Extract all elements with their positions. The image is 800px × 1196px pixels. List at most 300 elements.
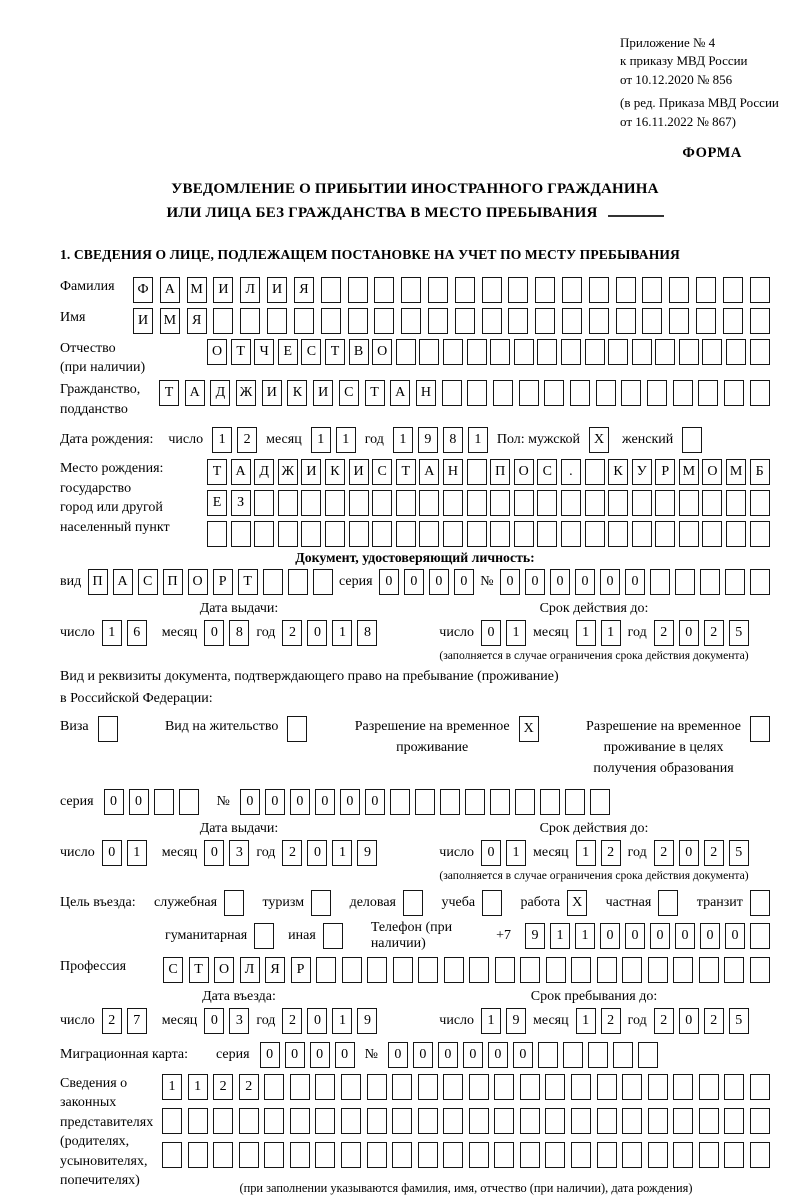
char-cell[interactable] <box>418 1108 438 1134</box>
char-cell[interactable] <box>724 1074 744 1100</box>
char-cell[interactable]: 1 <box>332 1008 352 1034</box>
char-cell[interactable] <box>597 1108 617 1134</box>
char-cell[interactable]: И <box>262 380 282 406</box>
char-cell[interactable]: К <box>287 380 307 406</box>
char-cell[interactable] <box>702 490 722 516</box>
char-cell[interactable] <box>325 521 345 547</box>
char-cell[interactable] <box>750 923 770 949</box>
char-cell[interactable]: Н <box>443 459 463 485</box>
char-cell[interactable]: 0 <box>625 569 645 595</box>
char-cell[interactable] <box>495 957 515 983</box>
char-cell[interactable] <box>597 1142 617 1168</box>
char-cell[interactable] <box>467 339 487 365</box>
char-cell[interactable]: 0 <box>104 789 124 815</box>
char-cell[interactable] <box>655 490 675 516</box>
char-cell[interactable]: 2 <box>282 840 302 866</box>
char-cell[interactable] <box>724 1108 744 1134</box>
char-cell[interactable]: К <box>608 459 628 485</box>
char-cell[interactable] <box>675 569 695 595</box>
char-cell[interactable] <box>367 1142 387 1168</box>
char-cell[interactable] <box>428 308 448 334</box>
char-cell[interactable]: Я <box>265 957 285 983</box>
char-cell[interactable]: 3 <box>229 840 249 866</box>
char-cell[interactable] <box>520 1142 540 1168</box>
char-cell[interactable] <box>561 339 581 365</box>
char-cell[interactable] <box>520 1108 540 1134</box>
char-cell[interactable]: 0 <box>481 620 501 646</box>
char-cell[interactable]: 1 <box>102 620 122 646</box>
char-cell[interactable]: 9 <box>525 923 545 949</box>
char-cell[interactable] <box>545 1142 565 1168</box>
char-cell[interactable]: 0 <box>488 1042 508 1068</box>
char-cell[interactable] <box>444 957 464 983</box>
char-cell[interactable] <box>315 1108 335 1134</box>
char-cell[interactable] <box>179 789 199 815</box>
checkbox[interactable] <box>254 923 274 949</box>
char-cell[interactable]: 1 <box>311 427 331 453</box>
char-cell[interactable]: 6 <box>127 620 147 646</box>
char-cell[interactable] <box>315 1142 335 1168</box>
char-cell[interactable] <box>490 339 510 365</box>
char-cell[interactable]: А <box>113 569 133 595</box>
char-cell[interactable] <box>240 308 260 334</box>
char-cell[interactable]: С <box>301 339 321 365</box>
checkbox[interactable]: X <box>589 427 609 453</box>
char-cell[interactable]: 0 <box>290 789 310 815</box>
char-cell[interactable] <box>535 308 555 334</box>
char-cell[interactable]: И <box>313 380 333 406</box>
checkbox[interactable] <box>658 890 678 916</box>
char-cell[interactable] <box>589 308 609 334</box>
char-cell[interactable]: 1 <box>393 427 413 453</box>
char-cell[interactable]: Ч <box>254 339 274 365</box>
char-cell[interactable] <box>514 339 534 365</box>
char-cell[interactable] <box>469 957 489 983</box>
char-cell[interactable] <box>538 1042 558 1068</box>
char-cell[interactable] <box>469 1074 489 1100</box>
char-cell[interactable] <box>348 308 368 334</box>
char-cell[interactable]: 5 <box>729 620 749 646</box>
char-cell[interactable]: 0 <box>340 789 360 815</box>
checkbox[interactable] <box>403 890 423 916</box>
char-cell[interactable]: 0 <box>413 1042 433 1068</box>
char-cell[interactable]: 5 <box>729 840 749 866</box>
char-cell[interactable] <box>514 490 534 516</box>
char-cell[interactable] <box>724 380 744 406</box>
char-cell[interactable] <box>162 1142 182 1168</box>
char-cell[interactable]: И <box>267 277 287 303</box>
char-cell[interactable]: Б <box>750 459 770 485</box>
char-cell[interactable] <box>589 277 609 303</box>
char-cell[interactable] <box>290 1142 310 1168</box>
char-cell[interactable] <box>396 490 416 516</box>
char-cell[interactable] <box>673 1074 693 1100</box>
char-cell[interactable] <box>650 569 670 595</box>
char-cell[interactable]: 0 <box>679 1008 699 1034</box>
char-cell[interactable] <box>267 308 287 334</box>
char-cell[interactable] <box>588 1042 608 1068</box>
char-cell[interactable]: 1 <box>601 620 621 646</box>
char-cell[interactable] <box>696 308 716 334</box>
char-cell[interactable] <box>393 957 413 983</box>
char-cell[interactable]: 0 <box>429 569 449 595</box>
char-cell[interactable] <box>494 1142 514 1168</box>
char-cell[interactable] <box>213 1108 233 1134</box>
char-cell[interactable] <box>455 277 475 303</box>
char-cell[interactable]: И <box>301 459 321 485</box>
char-cell[interactable] <box>341 1108 361 1134</box>
char-cell[interactable] <box>519 380 539 406</box>
char-cell[interactable] <box>372 521 392 547</box>
char-cell[interactable]: 2 <box>102 1008 122 1034</box>
char-cell[interactable] <box>392 1108 412 1134</box>
char-cell[interactable] <box>372 490 392 516</box>
char-cell[interactable] <box>443 1108 463 1134</box>
char-cell[interactable] <box>726 339 746 365</box>
char-cell[interactable]: 0 <box>454 569 474 595</box>
char-cell[interactable]: С <box>372 459 392 485</box>
char-cell[interactable]: 1 <box>576 620 596 646</box>
char-cell[interactable] <box>563 1042 583 1068</box>
char-cell[interactable]: 0 <box>463 1042 483 1068</box>
char-cell[interactable] <box>254 490 274 516</box>
char-cell[interactable] <box>490 521 510 547</box>
char-cell[interactable] <box>415 789 435 815</box>
char-cell[interactable] <box>585 339 605 365</box>
char-cell[interactable] <box>188 1108 208 1134</box>
char-cell[interactable]: Т <box>396 459 416 485</box>
char-cell[interactable] <box>278 521 298 547</box>
checkbox[interactable] <box>98 716 118 742</box>
char-cell[interactable] <box>655 339 675 365</box>
char-cell[interactable]: И <box>349 459 369 485</box>
char-cell[interactable]: 8 <box>229 620 249 646</box>
char-cell[interactable] <box>508 277 528 303</box>
char-cell[interactable]: 0 <box>500 569 520 595</box>
char-cell[interactable] <box>264 1074 284 1100</box>
char-cell[interactable] <box>188 1142 208 1168</box>
char-cell[interactable]: 2 <box>654 840 674 866</box>
char-cell[interactable]: 0 <box>310 1042 330 1068</box>
char-cell[interactable] <box>392 1074 412 1100</box>
char-cell[interactable]: 5 <box>729 1008 749 1034</box>
char-cell[interactable] <box>325 490 345 516</box>
char-cell[interactable]: И <box>213 277 233 303</box>
char-cell[interactable] <box>571 957 591 983</box>
char-cell[interactable]: Л <box>240 957 260 983</box>
char-cell[interactable] <box>367 957 387 983</box>
char-cell[interactable] <box>342 957 362 983</box>
char-cell[interactable]: М <box>187 277 207 303</box>
char-cell[interactable] <box>562 308 582 334</box>
char-cell[interactable]: 0 <box>625 923 645 949</box>
char-cell[interactable]: И <box>133 308 153 334</box>
char-cell[interactable]: 0 <box>481 840 501 866</box>
char-cell[interactable] <box>537 339 557 365</box>
char-cell[interactable]: Т <box>325 339 345 365</box>
char-cell[interactable] <box>367 1108 387 1134</box>
char-cell[interactable] <box>608 339 628 365</box>
char-cell[interactable]: 1 <box>332 840 352 866</box>
char-cell[interactable] <box>621 380 641 406</box>
char-cell[interactable] <box>750 521 770 547</box>
char-cell[interactable]: 0 <box>204 840 224 866</box>
char-cell[interactable]: 2 <box>704 1008 724 1034</box>
char-cell[interactable] <box>702 521 722 547</box>
char-cell[interactable] <box>585 490 605 516</box>
char-cell[interactable] <box>494 1074 514 1100</box>
char-cell[interactable] <box>537 490 557 516</box>
char-cell[interactable] <box>750 1108 770 1134</box>
char-cell[interactable]: 0 <box>550 569 570 595</box>
char-cell[interactable]: 2 <box>601 1008 621 1034</box>
char-cell[interactable]: 0 <box>700 923 720 949</box>
char-cell[interactable] <box>750 1142 770 1168</box>
char-cell[interactable] <box>673 1142 693 1168</box>
char-cell[interactable] <box>520 1074 540 1100</box>
char-cell[interactable] <box>540 789 560 815</box>
char-cell[interactable] <box>401 308 421 334</box>
char-cell[interactable]: 2 <box>654 1008 674 1034</box>
char-cell[interactable]: 2 <box>213 1074 233 1100</box>
char-cell[interactable] <box>263 569 283 595</box>
char-cell[interactable]: А <box>160 277 180 303</box>
char-cell[interactable] <box>321 277 341 303</box>
char-cell[interactable] <box>725 569 745 595</box>
char-cell[interactable]: 0 <box>525 569 545 595</box>
char-cell[interactable]: А <box>390 380 410 406</box>
char-cell[interactable] <box>545 1074 565 1100</box>
char-cell[interactable]: Ж <box>236 380 256 406</box>
char-cell[interactable] <box>750 380 770 406</box>
char-cell[interactable] <box>699 1108 719 1134</box>
char-cell[interactable] <box>490 490 510 516</box>
checkbox[interactable] <box>287 716 307 742</box>
char-cell[interactable] <box>648 957 668 983</box>
char-cell[interactable] <box>316 957 336 983</box>
char-cell[interactable] <box>349 521 369 547</box>
char-cell[interactable] <box>482 308 502 334</box>
char-cell[interactable]: 2 <box>239 1074 259 1100</box>
char-cell[interactable] <box>702 339 722 365</box>
char-cell[interactable]: Н <box>416 380 436 406</box>
char-cell[interactable] <box>374 277 394 303</box>
char-cell[interactable] <box>561 521 581 547</box>
char-cell[interactable] <box>440 789 460 815</box>
char-cell[interactable]: С <box>163 957 183 983</box>
char-cell[interactable] <box>418 1074 438 1100</box>
char-cell[interactable]: 0 <box>575 569 595 595</box>
char-cell[interactable]: 2 <box>601 840 621 866</box>
char-cell[interactable]: 0 <box>600 923 620 949</box>
char-cell[interactable] <box>231 521 251 547</box>
char-cell[interactable] <box>570 380 590 406</box>
char-cell[interactable]: Т <box>238 569 258 595</box>
char-cell[interactable] <box>264 1142 284 1168</box>
char-cell[interactable] <box>632 521 652 547</box>
char-cell[interactable] <box>443 521 463 547</box>
char-cell[interactable]: 1 <box>576 840 596 866</box>
char-cell[interactable] <box>585 459 605 485</box>
char-cell[interactable]: Е <box>207 490 227 516</box>
char-cell[interactable] <box>750 569 770 595</box>
char-cell[interactable]: Д <box>210 380 230 406</box>
char-cell[interactable]: А <box>185 380 205 406</box>
char-cell[interactable] <box>565 789 585 815</box>
char-cell[interactable] <box>750 490 770 516</box>
char-cell[interactable]: 9 <box>357 1008 377 1034</box>
char-cell[interactable]: 0 <box>240 789 260 815</box>
char-cell[interactable] <box>655 521 675 547</box>
char-cell[interactable] <box>597 1074 617 1100</box>
char-cell[interactable]: П <box>490 459 510 485</box>
char-cell[interactable] <box>390 789 410 815</box>
char-cell[interactable] <box>724 957 744 983</box>
char-cell[interactable] <box>418 1142 438 1168</box>
char-cell[interactable]: 1 <box>212 427 232 453</box>
char-cell[interactable] <box>428 277 448 303</box>
char-cell[interactable]: 1 <box>468 427 488 453</box>
char-cell[interactable] <box>613 1042 633 1068</box>
char-cell[interactable] <box>341 1142 361 1168</box>
char-cell[interactable] <box>313 569 333 595</box>
char-cell[interactable]: 0 <box>650 923 670 949</box>
char-cell[interactable]: 0 <box>513 1042 533 1068</box>
char-cell[interactable] <box>162 1108 182 1134</box>
char-cell[interactable]: П <box>163 569 183 595</box>
char-cell[interactable] <box>669 308 689 334</box>
char-cell[interactable] <box>726 521 746 547</box>
char-cell[interactable] <box>724 1142 744 1168</box>
char-cell[interactable]: М <box>679 459 699 485</box>
char-cell[interactable]: 1 <box>576 1008 596 1034</box>
char-cell[interactable]: К <box>325 459 345 485</box>
char-cell[interactable]: 3 <box>229 1008 249 1034</box>
char-cell[interactable] <box>571 1074 591 1100</box>
checkbox[interactable] <box>224 890 244 916</box>
char-cell[interactable]: Я <box>187 308 207 334</box>
char-cell[interactable]: А <box>419 459 439 485</box>
checkbox[interactable] <box>311 890 331 916</box>
char-cell[interactable]: Д <box>254 459 274 485</box>
char-cell[interactable]: 1 <box>336 427 356 453</box>
char-cell[interactable] <box>239 1142 259 1168</box>
char-cell[interactable]: Р <box>213 569 233 595</box>
char-cell[interactable]: Ф <box>133 277 153 303</box>
char-cell[interactable]: 7 <box>127 1008 147 1034</box>
char-cell[interactable] <box>608 521 628 547</box>
char-cell[interactable]: 2 <box>654 620 674 646</box>
char-cell[interactable]: 2 <box>237 427 257 453</box>
char-cell[interactable]: 1 <box>162 1074 182 1100</box>
char-cell[interactable]: 0 <box>204 1008 224 1034</box>
char-cell[interactable] <box>679 339 699 365</box>
char-cell[interactable] <box>419 490 439 516</box>
char-cell[interactable] <box>622 1074 642 1100</box>
char-cell[interactable]: 0 <box>129 789 149 815</box>
char-cell[interactable] <box>596 380 616 406</box>
char-cell[interactable] <box>374 308 394 334</box>
checkbox[interactable] <box>750 716 770 742</box>
char-cell[interactable]: С <box>537 459 557 485</box>
char-cell[interactable] <box>608 490 628 516</box>
char-cell[interactable]: 1 <box>575 923 595 949</box>
char-cell[interactable] <box>546 957 566 983</box>
char-cell[interactable] <box>455 308 475 334</box>
char-cell[interactable] <box>301 521 321 547</box>
char-cell[interactable] <box>367 1074 387 1100</box>
char-cell[interactable] <box>442 380 462 406</box>
char-cell[interactable] <box>638 1042 658 1068</box>
char-cell[interactable]: М <box>726 459 746 485</box>
char-cell[interactable]: Е <box>278 339 298 365</box>
char-cell[interactable] <box>622 1142 642 1168</box>
char-cell[interactable] <box>632 490 652 516</box>
char-cell[interactable] <box>254 521 274 547</box>
char-cell[interactable]: 8 <box>443 427 463 453</box>
checkbox[interactable] <box>682 427 702 453</box>
char-cell[interactable]: 1 <box>550 923 570 949</box>
char-cell[interactable] <box>301 490 321 516</box>
char-cell[interactable] <box>419 339 439 365</box>
char-cell[interactable] <box>508 308 528 334</box>
char-cell[interactable] <box>699 1142 719 1168</box>
char-cell[interactable] <box>239 1108 259 1134</box>
char-cell[interactable]: 0 <box>675 923 695 949</box>
char-cell[interactable] <box>315 1074 335 1100</box>
char-cell[interactable]: О <box>372 339 392 365</box>
char-cell[interactable] <box>467 380 487 406</box>
checkbox[interactable]: X <box>567 890 587 916</box>
char-cell[interactable] <box>648 1074 668 1100</box>
char-cell[interactable]: Т <box>159 380 179 406</box>
char-cell[interactable]: 0 <box>379 569 399 595</box>
char-cell[interactable] <box>264 1108 284 1134</box>
char-cell[interactable]: 1 <box>506 840 526 866</box>
checkbox[interactable] <box>750 890 770 916</box>
char-cell[interactable]: 1 <box>481 1008 501 1034</box>
char-cell[interactable] <box>622 957 642 983</box>
char-cell[interactable]: О <box>702 459 722 485</box>
char-cell[interactable] <box>520 957 540 983</box>
char-cell[interactable] <box>669 277 689 303</box>
char-cell[interactable] <box>648 1142 668 1168</box>
char-cell[interactable]: 0 <box>388 1042 408 1068</box>
char-cell[interactable]: 0 <box>285 1042 305 1068</box>
char-cell[interactable] <box>750 308 770 334</box>
char-cell[interactable] <box>493 380 513 406</box>
char-cell[interactable]: О <box>214 957 234 983</box>
char-cell[interactable]: У <box>632 459 652 485</box>
char-cell[interactable]: 1 <box>506 620 526 646</box>
char-cell[interactable] <box>537 521 557 547</box>
char-cell[interactable]: З <box>231 490 251 516</box>
char-cell[interactable]: В <box>349 339 369 365</box>
char-cell[interactable]: 0 <box>679 620 699 646</box>
char-cell[interactable]: 1 <box>188 1074 208 1100</box>
char-cell[interactable]: 0 <box>204 620 224 646</box>
char-cell[interactable] <box>622 1108 642 1134</box>
char-cell[interactable] <box>290 1074 310 1100</box>
char-cell[interactable] <box>443 339 463 365</box>
char-cell[interactable]: 0 <box>102 840 122 866</box>
char-cell[interactable] <box>545 1108 565 1134</box>
char-cell[interactable] <box>467 459 487 485</box>
char-cell[interactable]: С <box>339 380 359 406</box>
char-cell[interactable] <box>490 789 510 815</box>
char-cell[interactable]: Т <box>365 380 385 406</box>
char-cell[interactable] <box>213 308 233 334</box>
